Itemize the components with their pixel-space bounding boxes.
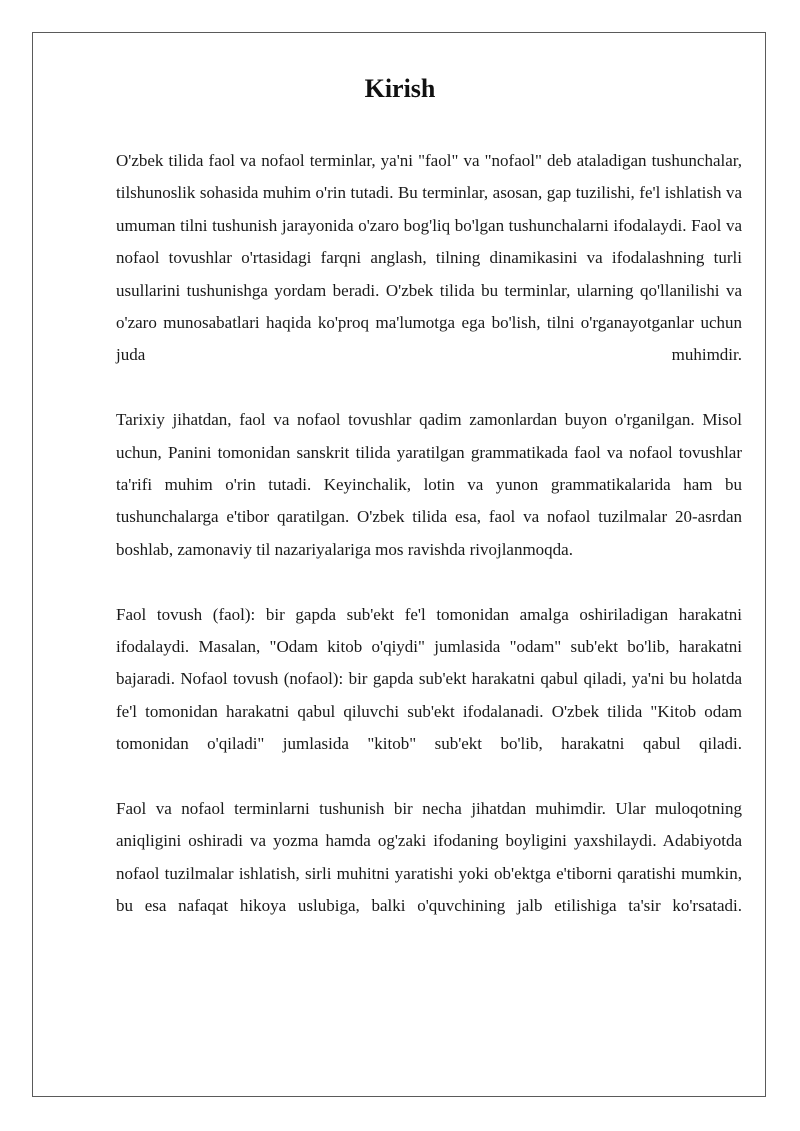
document-title: Kirish	[364, 74, 436, 103]
paragraph-intro: O'zbek tilida faol va nofaol terminlar, ya'ni "faol" va "nofaol" deb ataladigan tushunchalar, tilshunoslik sohasida muhim o'rin tutadi. Bu terminlar, asosan, gap tuzilishi, fe'l ishlatish va umuman tilni tushunish jarayonida o'zaro bog'liq bo'lgan tushunchalarni ifodalaydi. Faol va nofaol tovushlar o'rtasidagi farqni anglash, tilning dinamikasini va ifodalashning turli usullarini tushunishga yordam beradi. O'zbek tilida bu terminlar, ularning qo'llanilishi va o'zaro munosabatlari haqida ko'proq ma'lumotga ega bo'lish, tilni o'rganayotganlar uchun juda muhimdir.	[116, 151, 742, 365]
paragraph-definitions: Faol tovush (faol): bir gapda sub'ekt fe'l tomonidan amalga oshiriladigan harakatni ifodalaydi. Masalan, "Odam kitob o'qiydi" jumlasida "odam" sub'ekt bo'lib, harakatni bajaradi. Nofaol tovush (nofaol): bir gapda sub'ekt harakatni qabul qiladi, ya'ni bu holatda fe'l tomonidan harakatni qabul qiluvchi sub'ekt ifodalanadi. O'zbek tilida "Kitob odam tomonidan o'qiladi" jumlasida "kitob" sub'ekt bo'lib, harakatni qabul qiladi.	[116, 604, 742, 754]
paragraph-history: Tarixiy jihatdan, faol va nofaol tovushlar qadim zamonlardan buyon o'rganilgan. Misol uchun, Panini tomonidan sanskrit tilida yaratilgan grammatikada faol va nofaol tovushlar ta'rifi muhim o'rin tutadi. Keyinchalik, lotin va yunon grammatikalarida ham bu tushunchalarga e'tibor qaratilgan. O'zbek tilida esa, faol va nofaol tuzilmalar 20-asrdan boshlab, zamonaviy til nazariyalariga mos ravishda rivojlanmoqda.	[116, 410, 742, 559]
document-body	[116, 145, 742, 955]
paragraph-importance: Faol va nofaol terminlarni tushunish bir necha jihatdan muhimdir. Ular muloqotning aniqligini oshiradi va yozma hamda og'zaki ifodaning boyligini yaxshilaydi. Adabiyotda nofaol tuzilmalar ishlatish, sirli muhitni yaratishi yoki ob'ektga e'tiborni qaratishi mumkin, bu esa nafaqat hikoya uslubiga, balki o'quvchining jalb etilishiga ta'sir ko'rsatadi.	[116, 799, 742, 916]
